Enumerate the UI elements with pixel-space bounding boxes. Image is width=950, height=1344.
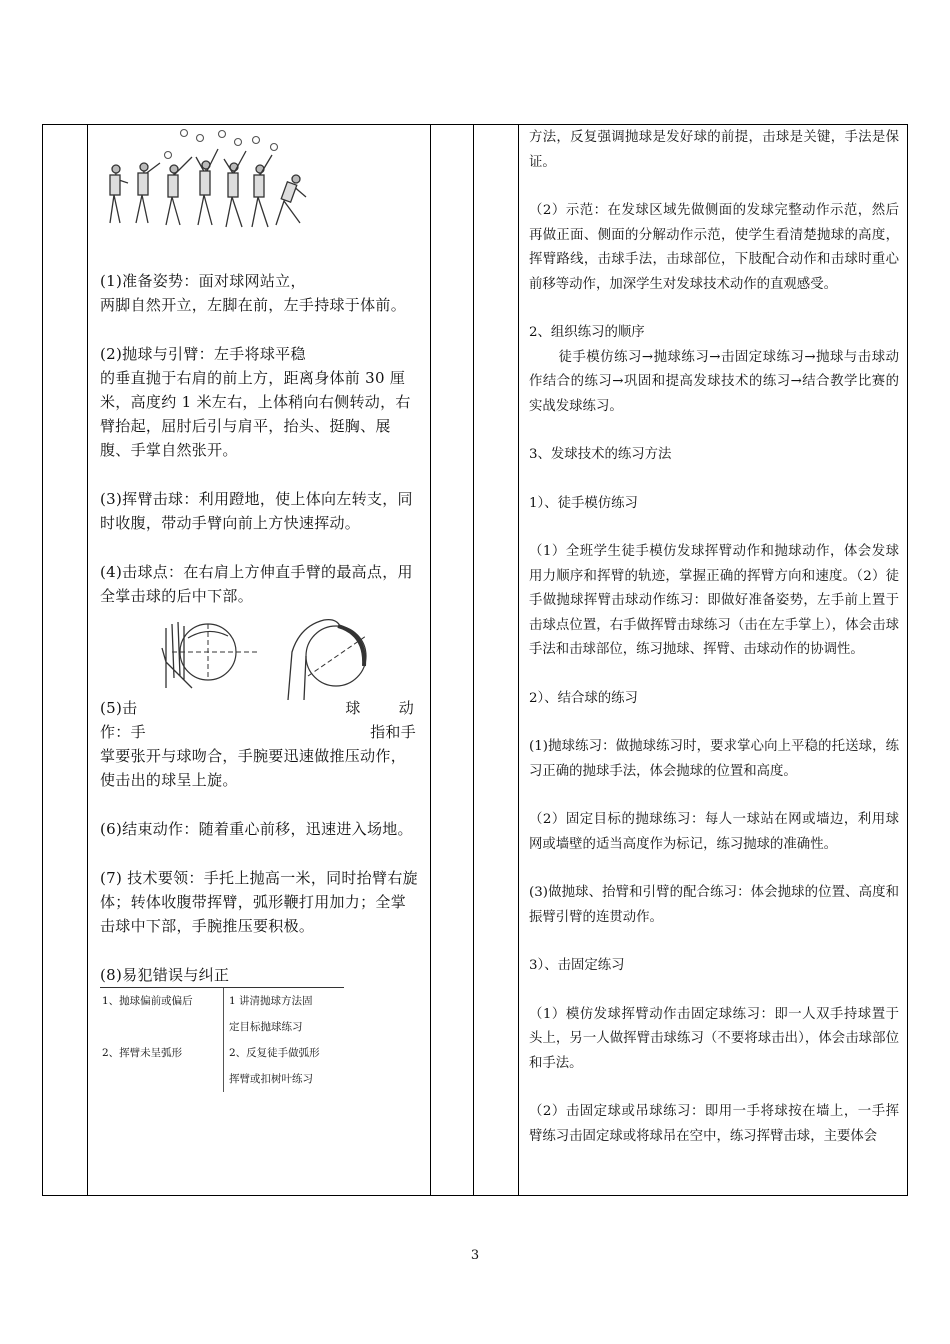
practice-methods-title: 3、发球技术的练习方法 <box>529 447 672 462</box>
step-6-text: (6)结束动作：随着重心前移，迅速进入场地。 <box>100 820 413 838</box>
step-1-title: (1)准备姿势：面对球网站立， <box>100 272 306 290</box>
correction-cell: 定目标抛球练习 <box>229 1021 303 1033</box>
step-5-part-b: 球 <box>345 699 361 717</box>
technique-column <box>88 125 430 1195</box>
mistakes-row <box>100 1066 344 1092</box>
step-7-text: (7) 技术要领：手托上抛高一米，同时抬臂右旋体；转体收腹带挥臂，弧形鞭打用加力；全掌击球中下部，手腕推压要积极。 <box>100 869 418 935</box>
step-5-part-e: 指和手 <box>370 723 416 741</box>
step-5-part-d: 作：手 <box>100 723 146 741</box>
step-5-part-a: (5)击 <box>100 699 138 717</box>
ball-practice-title: 2）、结合球的练习 <box>529 690 638 706</box>
step-1-text: 两脚自然开立，左脚在前，左手持球于体前。 <box>100 296 407 314</box>
imitation-title: 1）、徒手模仿练习 <box>529 495 638 511</box>
step-2-text: 的垂直抛于右肩的前上方，距离身体前 30 厘米，高度约 1 米左右，上体稍向右侧转动，右臂抬起，屈肘后引与肩平，抬头、挺胸、展腹、手掌自然张开。 <box>100 369 411 459</box>
fixed-ball-text: （1）模仿发球挥臂动作击固定球练习：即一人双手持球置于头上，另一人做挥臂击球练习（不要将球击出），体会击球部位和手法。 <box>529 1006 899 1071</box>
step-5-line-2 <box>100 720 420 744</box>
mistake-cell: 2、挥臂未呈弧形 <box>102 1047 183 1059</box>
column-divider <box>430 125 431 1195</box>
mistakes-table <box>100 987 344 1092</box>
mistakes-row <box>100 988 344 1014</box>
hanging-ball-text: （2）击固定球或吊球练习：即用一手将球按在墙上，一手挥臂练习击固定球或将球吊在空中，练习挥臂击球，主要体会 <box>529 1104 899 1144</box>
toss-practice-text: (1)抛球练习：做抛球练习时，要求掌心向上平稳的托送球，练习正确的抛球手法，体会抛球的位置和高度。 <box>529 739 899 779</box>
page-number: 3 <box>470 1248 480 1263</box>
coordination-text: (3)做抛球、抬臂和引臂的配合练习：体会抛球的位置、高度和振臂引臂的连贯动作。 <box>529 885 899 925</box>
method-paragraph: 方法，反复强调抛球是发好球的前提，击球是关键，手法是保证。 <box>529 130 899 170</box>
mistakes-divider <box>223 988 224 1092</box>
mistakes-title: (8)易犯错误与纠正 <box>100 966 230 984</box>
figure-top-rule <box>100 124 336 125</box>
serve-sequence-illustration <box>100 127 330 239</box>
imitation-text: （1）全班学生徒手模仿发球挥臂动作和抛球动作，体会发球用力顺序和挥臂的轨迹，掌握正确的挥臂方向和速度。（2）徒手做抛球挥臂击球动作练习：即做好准备姿势，左手前上置于击球点位置，右手做挥臂击球练习（击在左手掌上），体会击球手法和击球部位，练习抛球、挥臂、击球动作的协调性。 <box>529 544 899 657</box>
fixed-ball-title: 3）、击固定练习 <box>529 958 625 973</box>
step-3-text: (3)挥臂击球：利用蹬地，使上体向左转支，同时收腹，带动手臂向前上方快速挥动。 <box>100 490 413 532</box>
mistakes-row <box>100 1040 344 1066</box>
lesson-table <box>42 124 908 1196</box>
correction-cell: 1 讲清抛球方法固 <box>229 995 313 1007</box>
hand-ball-illustration-left <box>152 618 262 698</box>
hand-ball-illustration-right <box>278 612 378 702</box>
step-5-part-c: 动 <box>398 699 414 717</box>
step-4-text: (4)击球点：在右肩上方伸直手臂的最高点，用全掌击球的后中下部。 <box>100 563 413 605</box>
step-2-title: (2)抛球与引臂：左手将球平稳 <box>100 345 306 363</box>
practice-order-title: 2、组织练习的顺序 <box>529 325 645 340</box>
demonstration-paragraph: （2）示范：在发球区域先做侧面的发球完整动作示范，然后再做正面、侧面的分解动作示范，使学生看清楚抛球的高度，挥臂路线，击球手法，击球部位，下肢配合动作和击球时重心前移等动作，加深学生对发球技术动作的直观感受。 <box>529 203 899 292</box>
mistake-cell: 1、抛球偏前或偏后 <box>102 995 193 1007</box>
step-5-text: 掌要张开与球吻合，手腕要迅速做推压动作，使击出的球呈上旋。 <box>100 747 407 789</box>
mistake-cell <box>100 1066 225 1092</box>
correction-cell: 挥臂或扣树叶练习 <box>229 1073 313 1085</box>
target-toss-text: （2）固定目标的抛球练习：每人一球站在网或墙边，利用球网或墙壁的适当高度作为标记，练习抛球的准确性。 <box>529 812 899 852</box>
correction-cell: 2、反复徒手做弧形 <box>229 1047 320 1059</box>
mistakes-row <box>100 1014 344 1040</box>
practice-order-text: 徒手模仿练习→抛球练习→击固定球练习→抛球与击球动作结合的练习→巩固和提高发球技术的练习→结合教学比赛的实战发球练习。 <box>529 349 899 414</box>
teaching-method-column <box>519 125 907 1195</box>
column-divider <box>473 125 474 1195</box>
hand-figures <box>100 608 420 708</box>
mistake-cell <box>100 1014 225 1040</box>
